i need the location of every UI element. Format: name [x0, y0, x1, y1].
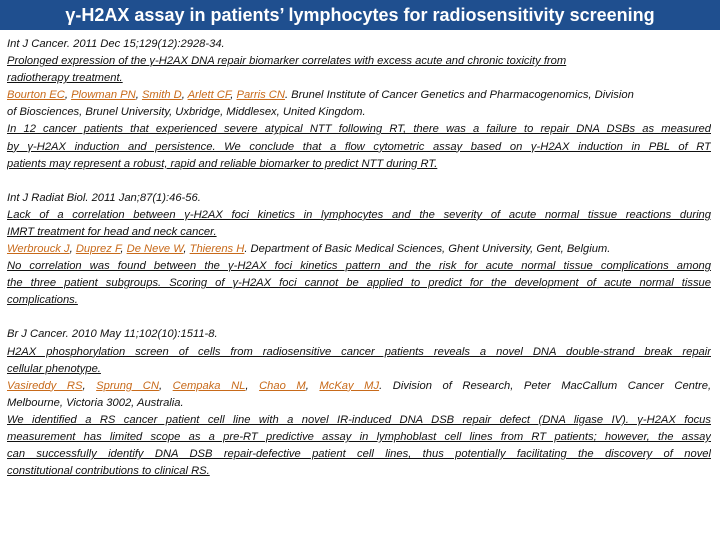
references-list [7, 36, 711, 497]
abstract-line: constitutional contributions to clinical RS. [7, 465, 210, 478]
journal-citation: Int J Radiat Biol. 2011 Jan;87(1):46-56. [7, 191, 201, 204]
author-affiliation-line: Bourton EC, Plowman PN, Smith D, Arlett CF, Parris CN. Brunel Institute of Cancer Genetics and Pharmacogenomics, Division [7, 89, 634, 102]
abstract-line: We identified a RS cancer patient cell line with a novel IR-induced DNA DSB repair defect (DNA ligase IV). γ-H2AX focus [7, 413, 711, 426]
abstract-line: the three patient subgroups. Scoring of γ-H2AX foci cannot be applied to predict for the development of acute normal tissue [7, 277, 711, 290]
article-title-line: cellular phenotype. [7, 362, 101, 375]
abstract-line: No correlation was found between the γ-H2AX foci kinetics pattern and the risk for acute normal tissue complications among [7, 260, 711, 273]
author-affiliation-line: Werbrouck J, Duprez F, De Neve W, Thierens H. Department of Basic Medical Sciences, Ghent University, Gent, Belgium. [7, 243, 611, 256]
author-link[interactable]: Parris CN [236, 89, 285, 102]
article-title-line: IMRT treatment for head and neck cancer. [7, 225, 217, 238]
author-link[interactable]: Vasireddy RS [7, 379, 83, 392]
author-link[interactable]: Smith D [141, 89, 182, 102]
author-link[interactable]: Bourton EC [7, 89, 65, 102]
slide-title: γ-H2AX assay in patients’ lymphocytes for radiosensitivity screening [0, 0, 720, 30]
author-link[interactable]: Duprez F [75, 243, 121, 256]
author-link[interactable]: Sprung CN [96, 379, 159, 392]
article-title-line: H2AX phosphorylation screen of cells from radiosensitive cancer patients reveals a novel DNA double-strand break repair [7, 345, 711, 358]
abstract-line: can successfully identify DNA DSB repair-defective patient cell lines, thus potentially facilitating the discovery of novel [7, 448, 711, 461]
affiliation-text: . Brunel Institute of Cancer Genetics and Pharmacogenomics, Division [284, 89, 634, 102]
author-link[interactable]: De Neve W [126, 243, 184, 256]
affiliation-text: . Division of Research, Peter MacCallum Cancer Centre, [379, 379, 711, 392]
reference-entry-2 [7, 190, 711, 310]
affiliation-text: of Biosciences, Brunel University, Uxbridge, Middlesex, United Kingdom. [7, 106, 366, 119]
abstract-line: by γ-H2AX induction and persistence. We conclude that a flow cytometric assay based on γ-H2AX induction in PBL of RT [7, 140, 711, 153]
journal-citation: Br J Cancer. 2010 May 11;102(10):1511-8. [7, 328, 218, 341]
author-link[interactable]: McKay MJ [319, 379, 380, 392]
journal-citation: Int J Cancer. 2011 Dec 15;129(12):2928-34. [7, 38, 225, 50]
abstract-line: complications. [7, 294, 78, 307]
article-title-line: radiotherapy treatment. [7, 72, 123, 85]
reference-entry-3 [7, 326, 711, 480]
affiliation-text: . Department of Basic Medical Sciences, Ghent University, Gent, Belgium. [244, 243, 611, 256]
abstract-line: patients may represent a robust, rapid and reliable biomarker to predict NTT during RT. [7, 157, 438, 170]
article-title-line: Prolonged expression of the γ-H2AX DNA repair biomarker correlates with excess acute and chronic toxicity from [7, 55, 567, 68]
article-title-line: Lack of a correlation between γ-H2AX foci kinetics in lymphocytes and the severity of acute normal tissue reactions during [7, 208, 711, 221]
abstract-line: In 12 cancer patients that experienced severe atypical NTT following RT, there was a failure to repair DNA DSBs as measured [7, 123, 711, 136]
author-link[interactable]: Cempaka NL [172, 379, 246, 392]
affiliation-text: Melbourne, Victoria 3002, Australia. [7, 396, 184, 409]
author-link[interactable]: Werbrouck J [7, 243, 70, 256]
author-link[interactable]: Chao M [259, 379, 306, 392]
abstract-line: measurement has limited scope as a pre-RT predictive assay in lymphoblast cell lines from RT patients; however, the assay [7, 430, 711, 443]
author-link[interactable]: Plowman PN [71, 89, 136, 102]
author-link[interactable]: Arlett CF [187, 89, 231, 102]
author-link[interactable]: Thierens H [189, 243, 245, 256]
author-affiliation-line: Vasireddy RS, Sprung CN, Cempaka NL, Chao M, McKay MJ. Division of Research, Peter MacCallum Cancer Centre, [7, 379, 711, 392]
reference-entry-1 [7, 36, 711, 173]
